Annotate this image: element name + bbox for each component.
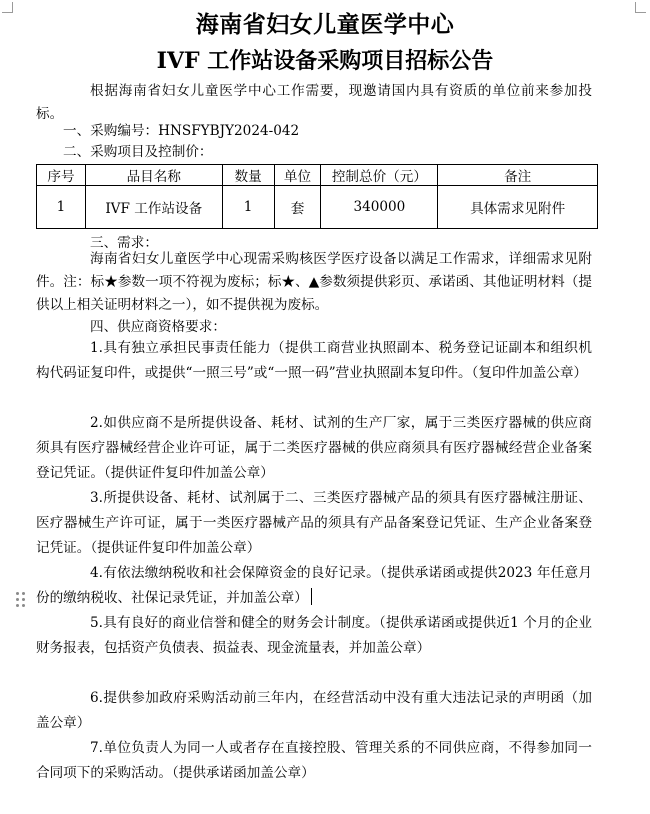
qualification-item-3: 3.所提供设备、耗材、试剂属于二、三类医疗器械产品的须具有医疗器械注册证、医疗器械生产许可证，属于一类医疗器械产品的须具有产品备案登记凭证、生产企业备案登记凭证。（提供证件复印件加盖公章）: [36, 490, 592, 556]
qualification-item-4-text[interactable]: 4.有依法缴纳税收和社会保障资金的良好记录。（提供承诺函或提供2023 年任意月份的缴纳税收、社保记录凭证，并加盖公章）: [36, 565, 592, 606]
header-unit: 单位: [274, 165, 321, 186]
table-row: [37, 186, 598, 229]
cell-item-name: IVF 工作站设备: [85, 186, 222, 229]
cell-unit: 套: [274, 186, 321, 229]
drag-handle-icon[interactable]: [16, 592, 26, 608]
header-remarks: 备注: [438, 165, 598, 186]
cell-total-price: 340000: [321, 186, 438, 229]
section-requirements-heading: 三、需求：: [90, 235, 158, 251]
procurement-number: 一、采购编号：HNSFYBJY2024-042: [63, 123, 300, 139]
qualification-item-7: 7.单位负责人为同一人或者存在直接控股、管理关系的不同供应商，不得参加同一合同项下的采购活动。（提供承诺函加盖公章）: [36, 740, 592, 781]
text-cursor: [311, 588, 313, 605]
requirements-paragraph: 海南省妇女儿童医学中心现需采购核医学医疗设备以满足工作需求，详细需求见附件。注：标★参数一项不符视为废标；标★、▲参数须提供彩页、承诺函、其他证明材料（提供以上相关证明材料之一），如不提供视为废标。: [36, 251, 592, 313]
qualification-item-2: 2.如供应商不是所提供设备、耗材、试剂的生产厂家，属于三类医疗器械的供应商须具有医疗器械经营企业许可证，属于二类医疗器械的供应商须具有医疗器械经营企业备案登记凭证。（提供证件复印件加盖公章）: [36, 415, 592, 481]
cell-remarks: 具体需求见附件: [438, 186, 598, 229]
section-qualifications-heading: 四、供应商资格要求：: [90, 319, 226, 335]
intro-paragraph: 根据海南省妇女儿童医学中心工作需要，现邀请国内具有资质的单位前来参加投标。: [36, 83, 592, 122]
table-header-row: [37, 165, 598, 186]
header-item-name: 品目名称: [85, 165, 222, 186]
cell-quantity: 1: [222, 186, 274, 229]
cell-index: 1: [37, 186, 86, 229]
document-title: 海南省妇女儿童医学中心: [195, 11, 455, 38]
qualification-item-6: 6.提供参加政府采购活动前三年内，在经营活动中没有重大违法记录的声明函（加盖公章）: [36, 690, 592, 731]
qualification-item-1: 1.具有独立承担民事责任能力（提供工商营业执照副本、税务登记证副本和组织机构代码证复印件，或提供“一照三号”或“一照一码”营业执照副本复印件。（复印件加盖公章）: [36, 340, 592, 381]
header-quantity: 数量: [222, 165, 274, 186]
qualification-item-5: 5.具有良好的商业信誉和健全的财务会计制度。（提供承诺函或提供近1 个月的企业财务报表，包括资产负债表、损益表、现金流量表，并加盖公章）: [36, 615, 592, 656]
qualification-item-4[interactable]: [36, 561, 592, 611]
procurement-table: [36, 164, 598, 229]
document-subtitle: IVF 工作站设备采购项目招标公告: [156, 48, 494, 74]
section-items-heading: 二、采购项目及控制价：: [63, 144, 213, 160]
header-total-price: 控制总价（元）: [321, 165, 438, 186]
header-index: 序号: [37, 165, 86, 186]
